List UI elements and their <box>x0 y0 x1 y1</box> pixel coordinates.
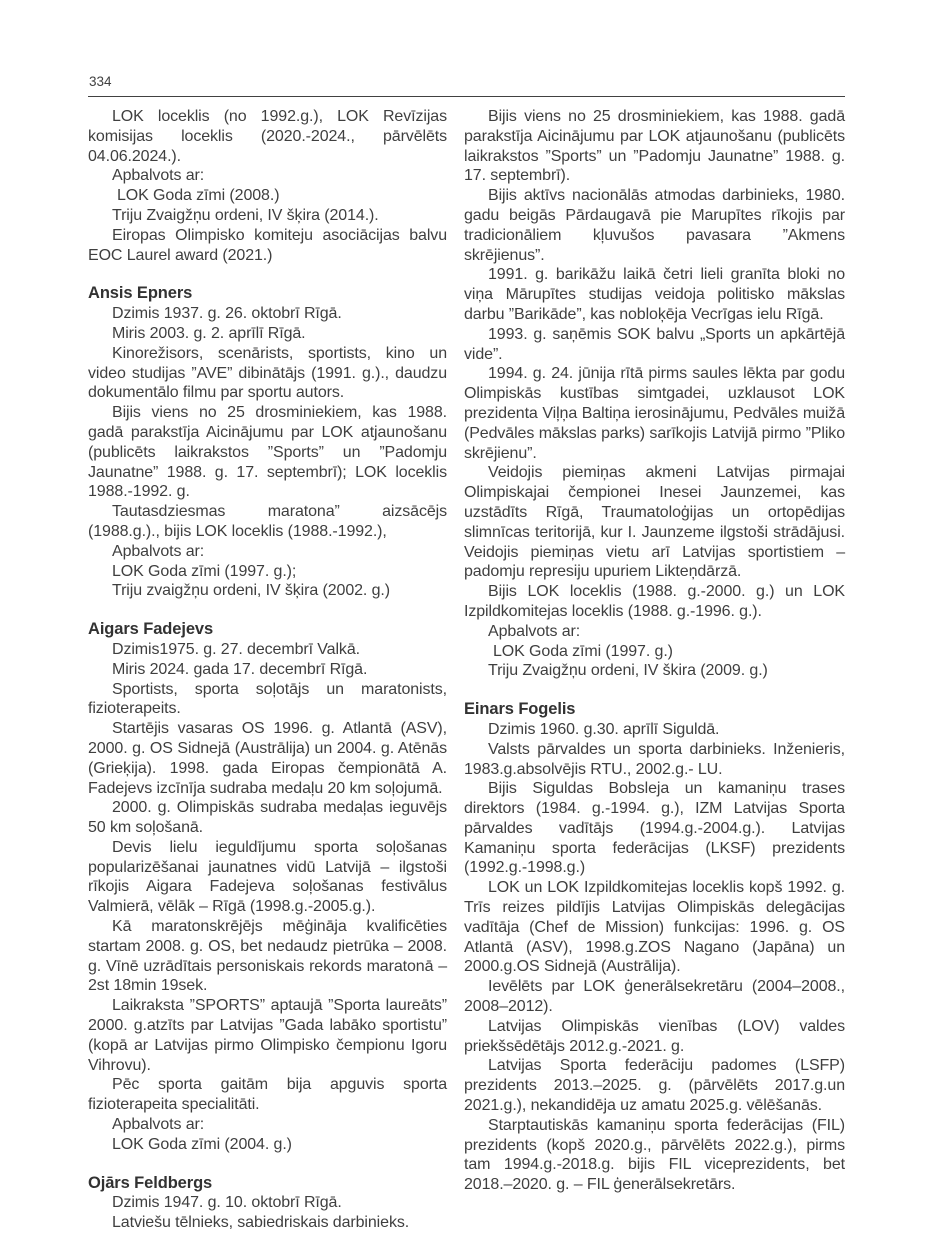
paragraph: LOK Goda zīmi (2004. g.) <box>112 1135 292 1153</box>
paragraph: 2000. g. Olimpiskās sudraba medaļas ieguvējs 50 km soļošanā. <box>88 799 447 837</box>
paragraph: Latviešu tēlnieks, sabiedriskais darbinieks. <box>112 1214 410 1232</box>
paragraph: Devis lielu ieguldījumu sporta soļošanas popularizēšanai jaunatnes vidū Latvijā – ilgstoši rīkojis Aigara Fadejeva soļošanas festivālus Valmierā, vēlāk – Rīgā (1998.g.-2005.g.). <box>88 838 447 916</box>
paragraph: Dzimis1975. g. 27. decembrī Valkā. <box>112 640 360 658</box>
paragraph: Bijis viens no 25 drosminiekiem, kas 1988. gadā parakstīja Aicinājumu par LOK atjaunošanu (publicēts laikrakstos ”Sports” un ”Padomju Jaunatne” 1988. g. 17. septembrī); LOK loceklis 1988.-1992. g. <box>88 404 447 501</box>
paragraph: Starptautiskās kamaniņu sporta federācijas (FIL) prezidents (kopš 2020.g., pārvēlēts 2022.g.), pirms tam 1994.g.-2018.g. bijis FIL viceprezidents, bet 2018.–2020. g. – FIL ģenerālsekretārs. <box>464 1116 845 1194</box>
header-rule <box>88 96 845 97</box>
paragraph: Dzimis 1937. g. 26. oktobrī Rīgā. <box>112 305 342 323</box>
entry-heading-ansis-epners: Ansis Epners <box>88 284 193 303</box>
paragraph: Apbalvots ar: <box>488 622 581 640</box>
two-column-layout <box>88 107 845 1233</box>
paragraph: 1994. g. 24. jūnija rītā pirms saules lēkta par godu Olimpiskās kustības simtgadei, uzklausot LOK prezidenta Viļņa Baltiņa ierosinājumu, Pedvāles muižā (Pedvāles mākslas parks) sarīkojis Latvijā pirmo ”Pliko skrējienu”. <box>464 365 845 462</box>
paragraph: LOK loceklis (no 1992.g.), LOK Revīzijas komisijas loceklis (2020.-2024., pārvēlēts 04.06.2024.). <box>88 108 447 165</box>
paragraph: Triju zvaigžņu ordeni, IV šķira (2002. g.) <box>112 582 390 600</box>
paragraph: Miris 2003. g. 2. aprīlī Rīgā. <box>112 324 306 342</box>
paragraph: Veidojis piemiņas akmeni Latvijas pirmajai Olimpiskajai čempionei Inesei Jaunzemei, kas uzstādīts Rīgā, Traumatoloģijas un ortopēdijas slimnīcas teritorijā, kur I. Jaunzeme ilgstoši strādājusi. Veidojis piemiņas vietu arī Latvijas sportistiem – padomju represiju upuriem Likteņdārzā. <box>464 464 845 581</box>
paragraph: Kinorežisors, scenārists, sportists, kino un video studijas ”AVE” dibinātājs (1991. g.)., daudzu dokumentālo filmu par sportu autors. <box>88 344 447 402</box>
paragraph: LOK Goda zīmi (1997. g.) <box>493 642 673 660</box>
paragraph: Tautasdziesmas maratona” aizsācējs (1988.g.)., bijis LOK loceklis (1988.-1992.), <box>88 503 447 540</box>
paragraph: Bijis Siguldas Bobsleja un kamaniņu trases direktors (1984. g.-1994. g.), IZM Latvijas Sporta pārvaldes vadītājs (1994.g.-2004.g.). Latvijas Kamaniņu sporta federācijas (LKSF) prezidents (1992.g.-1998.g.) <box>464 780 845 877</box>
paragraph: Latvijas Olimpiskās vienības (LOV) valdes priekšsēdētājs 2012.g.-2021. g. <box>464 1017 845 1055</box>
page-number: 334 <box>89 74 112 89</box>
paragraph: Pēc sporta gaitām bija apguvis sporta fizioterapeita specialitāti. <box>88 1076 447 1114</box>
paragraph: Dzimis 1960. g.30. aprīlī Siguldā. <box>488 720 720 738</box>
paragraph: Valsts pārvaldes un sporta darbinieks. Inženieris, 1983.g.absolvējis RTU., 2002.g.- LU. <box>464 740 845 778</box>
paragraph: 1993. g. saņēmis SOK balvu „Sports un apkārtējā vide”. <box>464 325 845 363</box>
paragraph: Latvijas Sporta federāciju padomes (LSFP) prezidents 2013.–2025. g. (pārvēlēts 2017.g.un 2021.g.), nekandidēja uz amatu 2025.g. vēlēšanās. <box>464 1057 845 1115</box>
paragraph: Apbalvots ar: <box>112 167 205 185</box>
paragraph: Apbalvots ar: <box>112 542 205 560</box>
paragraph: Triju Zvaigžņu ordeni, IV šķira (2014.). <box>112 206 379 224</box>
right-column <box>464 107 845 1233</box>
paragraph: Triju Zvaigžņu ordeni, IV škira (2009. g.) <box>488 662 768 680</box>
paragraph: Sportists, sporta soļotājs un maratonists, fizioterapeits. <box>88 680 447 718</box>
paragraph: Kā maratonskrējējs mēģināja kvalificēties startam 2008. g. OS, bet nedaudz pietrūka – 2008. g. Vīnē uzrādītais personiskais rekords maratonā – 2st 18min 19sek. <box>88 918 447 995</box>
paragraph: Bijis LOK loceklis (1988. g.-2000. g.) un LOK Izpildkomitejas loceklis (1988. g.-1996. g.). <box>464 583 845 620</box>
paragraph: LOK Goda zīmi (2008.) <box>117 187 280 205</box>
paragraph: Ievēlēts par LOK ģenerālsekretāru (2004–2008., 2008–2012). <box>464 978 845 1016</box>
paragraph: Eiropas Olimpisko komiteju asociācijas balvu EOC Laurel award (2021.) <box>88 226 447 264</box>
entry-heading-einars-fogelis: Einars Fogelis <box>464 700 576 719</box>
paragraph: Bijis aktīvs nacionālās atmodas darbinieks, 1980. gadu beigās Pārdaugavā pie Marupītes rīkojis par tradicionāliem kļuvušos pavasara ”Akmens skrējienus”. <box>464 187 845 264</box>
paragraph: Miris 2024. gada 17. decembrī Rīgā. <box>112 660 368 678</box>
paragraph: Startējis vasaras OS 1996. g. Atlantā (ASV), 2000. g. OS Sidnejā (Austrālija) un 2004. g. Atēnās (Grieķija). 1998. gada Eiropas čempionātā A. Fadejevs izcīnīja sudraba medaļu 20 km soļojumā. <box>88 720 447 797</box>
paragraph: Laikraksta ”SPORTS” aptaujā ”Sporta laureāts” 2000. g.atzīts par Latvijas ”Gada labāko sportistu” (kopā ar Latvijas pirmo Olimpisko čempionu Igoru Vihrovu). <box>88 997 447 1074</box>
paragraph: 1991. g. barikāžu laikā četri lieli granīta bloki no viņa Mārupītes studijas veidoja politisko mākslas darbu ”Barikāde”, kas nobloķēja Vecrīgas ielu Rīgā. <box>464 266 845 323</box>
entry-heading-aigars-fadejevs: Aigars Fadejevs <box>88 620 214 639</box>
entry-heading-ojars-feldbergs: Ojārs Feldbergs <box>88 1173 213 1192</box>
paragraph: Dzimis 1947. g. 10. oktobrī Rīgā. <box>112 1194 342 1212</box>
paragraph: LOK Goda zīmi (1997. g.); <box>112 562 297 580</box>
paragraph: LOK un LOK Izpildkomitejas loceklis kopš 1992. g. Trīs reizes pildījis Latvijas Olimpiskās delegācijas vadītāja (Chef de Mission) funkcijas: 1996. g. OS Atlantā (ASV), 1998.g.ZOS Nagano (Japāna) un 2000.g.OS Sidnejā (Austrālija). <box>464 879 845 976</box>
paragraph: Apbalvots ar: <box>112 1116 205 1134</box>
left-column <box>88 107 447 1233</box>
paragraph: Bijis viens no 25 drosminiekiem, kas 1988. gadā parakstīja Aicinājumu par LOK atjaunošanu (publicēts laikrakstos ”Sports” un ”Padomju Jaunatne” 1988. g. 17. septembrī). <box>464 108 845 185</box>
